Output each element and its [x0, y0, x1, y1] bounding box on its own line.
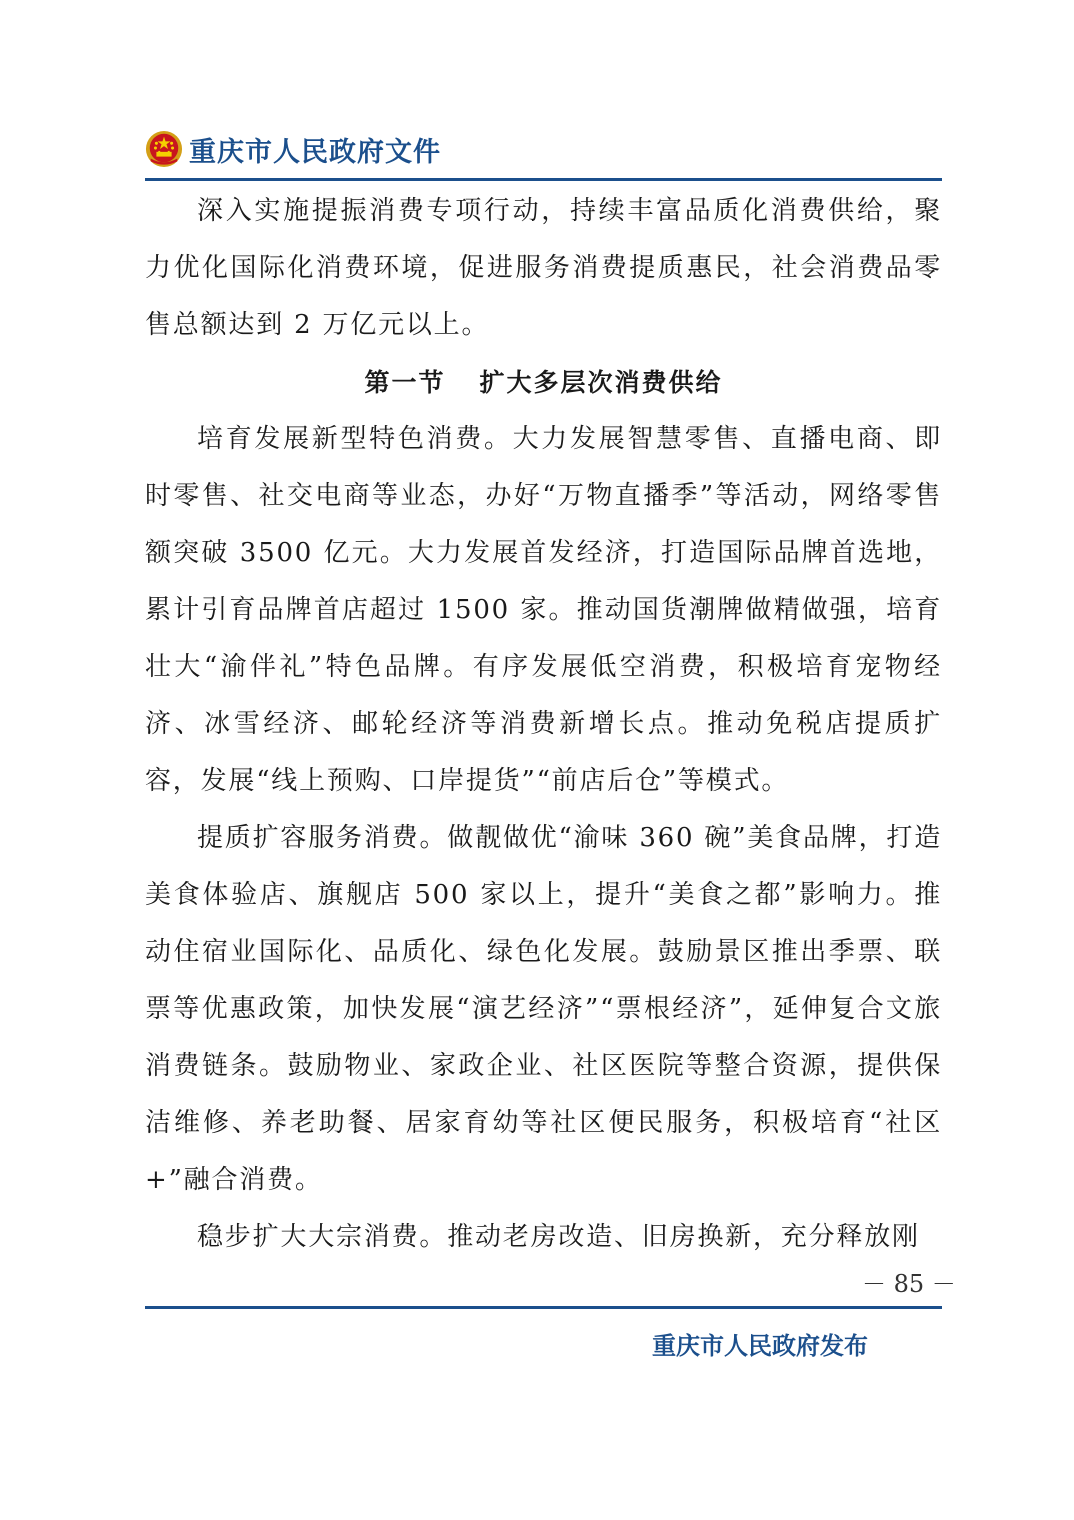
section-title: 扩大多层次消费供给	[479, 368, 723, 397]
national-emblem-icon	[145, 130, 183, 168]
section-heading	[145, 354, 942, 411]
document-header	[145, 120, 942, 178]
document-body	[145, 183, 942, 1266]
footer-divider	[145, 1306, 942, 1309]
body-paragraph: 稳步扩大大宗消费。推动老房改造、旧房换新，充分释放刚	[197, 1222, 920, 1252]
header-divider	[145, 178, 942, 181]
intro-paragraph: 深入实施提振消费专项行动，持续丰富品质化消费供给，聚力优化国际化消费环境，促进服务消费提质惠民，社会消费品零售总额达到 2 万亿元以上。	[145, 196, 942, 340]
page-number: － 85 －	[862, 1270, 956, 1298]
body-paragraph: 提质扩容服务消费。做靓做优“渝味 360 碗”美食品牌，打造美食体验店、旗舰店 500 家以上，提升“美食之都”影响力。推动住宿业国际化、品质化、绿色化发展。鼓励景区推出季票、联票等优惠政策，加快发展“演艺经济”“票根经济”，延伸复合文旅消费链条。鼓励物业、家政企业、社区医院等整合资源，提供保洁维修、养老助餐、居家育幼等社区便民服务，积极培育“社区+”融合消费。	[145, 823, 942, 1195]
footer-publisher: 重庆市人民政府发布	[652, 1332, 868, 1360]
body-paragraph: 培育发展新型特色消费。大力发展智慧零售、直播电商、即时零售、社交电商等业态，办好“万物直播季”等活动，网络零售额突破 3500 亿元。大力发展首发经济，打造国际品牌首选地，累计引育品牌首店超过 1500 家。推动国货潮牌做精做强，培育壮大“渝伴礼”特色品牌。有序发展低空消费，积极培育宠物经济、冰雪经济、邮轮经济等消费新增长点。推动免税店提质扩容，发展“线上预购、口岸提货”“前店后仓”等模式。	[145, 424, 942, 796]
header-title: 重庆市人民政府文件	[189, 136, 441, 168]
section-number: 第一节	[364, 368, 446, 397]
